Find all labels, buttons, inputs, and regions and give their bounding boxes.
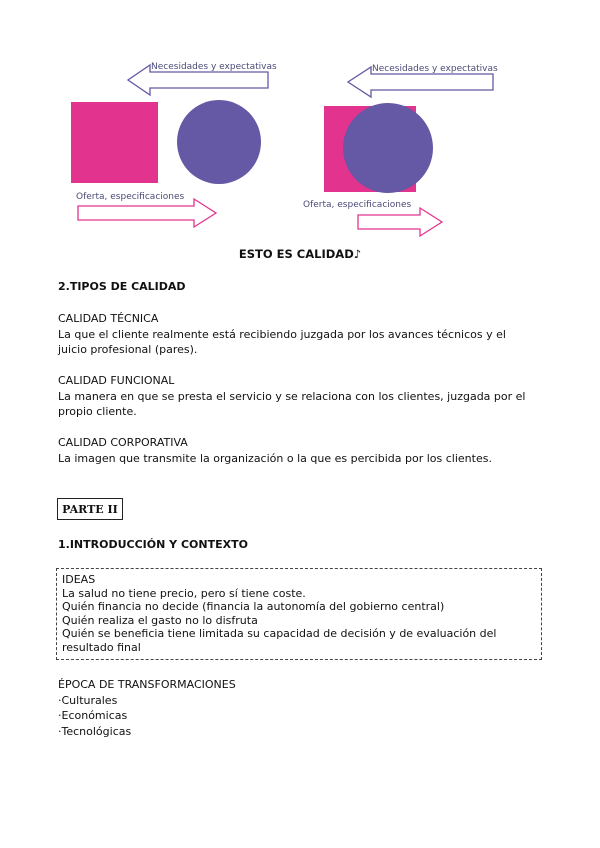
ideas-line: resultado final <box>62 640 141 654</box>
square-left <box>71 102 158 183</box>
offer-arrow-left <box>78 199 216 227</box>
quality-item-corporativa <box>58 435 533 466</box>
ideas-line: Quién financia no decide (financia la autonomía del gobierno central) <box>62 600 445 614</box>
quality-item-text: La manera en que se presta el servicio y se relaciona con los clientes, juzgada por el propio cliente. <box>58 389 526 418</box>
epoca-item: ·Culturales <box>58 693 118 707</box>
parte-heading-box: PARTE II <box>57 498 123 520</box>
quality-diagram <box>0 0 600 245</box>
quality-item-funcional <box>58 373 533 420</box>
quality-item-title: CALIDAD CORPORATIVA <box>58 436 188 449</box>
quality-item-text: La que el cliente realmente está recibiendo juzgada por los avances técnicos y el juicio profesional (pares). <box>58 327 506 356</box>
quality-item-tecnica <box>58 311 533 358</box>
diagram-caption: ESTO ES CALIDAD♪ <box>238 247 362 261</box>
ideas-box <box>56 568 542 660</box>
section-heading-tipos: 2.TIPOS DE CALIDAD <box>58 280 186 293</box>
epoca-item: ·Tecnológicas <box>58 724 132 738</box>
ideas-line: La salud no tiene precio, pero sí tiene coste. <box>62 586 306 600</box>
section-heading-introduccion: 1.INTRODUCCIÓN Y CONTEXTO <box>58 538 248 551</box>
circle-left <box>177 100 261 184</box>
quality-item-text: La imagen que transmite la organización o la que es percibida por los clientes. <box>58 451 492 465</box>
circle-right <box>343 103 433 193</box>
ideas-line: Quién realiza el gasto no lo disfruta <box>62 613 258 627</box>
offer-label-left: Oferta, especificaciones <box>76 192 185 202</box>
ideas-line: Quién se beneficia tiene limitada su capacidad de decisión y de evaluación del <box>62 627 497 641</box>
needs-label-left: Necesidades y expectativas <box>151 62 277 72</box>
needs-label-right: Necesidades y expectativas <box>372 64 498 74</box>
diagram-graphics <box>0 0 600 245</box>
epoca-item: ·Económicas <box>58 709 128 722</box>
quality-item-title: CALIDAD TÉCNICA <box>58 312 159 325</box>
epoca-list <box>58 677 236 739</box>
offer-arrow-right <box>358 208 442 236</box>
quality-item-title: CALIDAD FUNCIONAL <box>58 374 175 387</box>
offer-label-right: Oferta, especificaciones <box>303 200 412 210</box>
epoca-title: ÉPOCA DE TRANSFORMACIONES <box>58 678 236 691</box>
ideas-line: IDEAS <box>62 573 96 586</box>
